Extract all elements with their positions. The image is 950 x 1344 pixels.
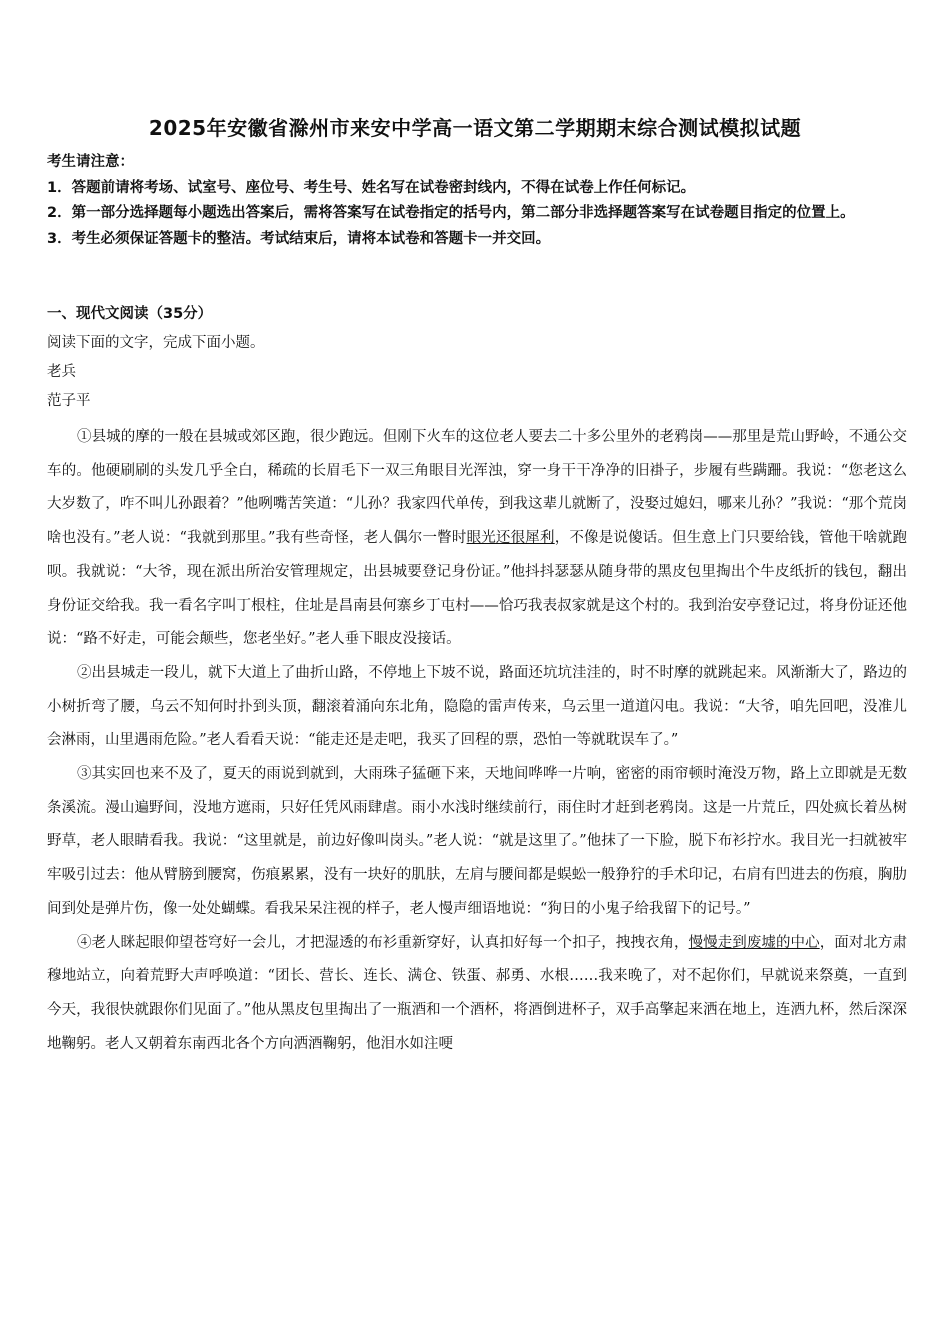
paragraph-1-text-a: ①县城的摩的一般在县城或郊区跑，很少跑远。但刚下火车的这位老人要去二十多公里外的老鸦岗——那里是荒山野岭，不通公交车的。他硬刷刷的头发几乎全白，稀疏的长眉毛下一双三角眼目光浑浊，穿一身干干净净的旧褂子，步履有些蹒跚。我说：“您老这么大岁数了，咋不叫儿孙跟着？”他咧嘴苦笑道：“儿孙？我家四代单传，到我这辈儿就断了，没娶过媳妇，哪来儿孙？”我说：“那个荒岗啥也没有。”老人说：“我就到那里。”我有些奇怪，老人偶尔一瞥时 (47, 429, 907, 547)
article-body (47, 421, 907, 1061)
paragraph-4 (47, 927, 907, 1062)
paragraph-3: ③其实回也来不及了，夏天的雨说到就到，大雨珠子猛砸下来，天地间哗哗一片响，密密的雨帘顿时淹没万物，路上立即就是无数条溪流。漫山遍野间，没地方遮雨，只好任凭风雨肆虐。雨小水浅时继续前行，雨住时才赶到老鸦岗。这是一片荒丘，四处疯长着丛树野草，老人眼睛看我。我说：“这里就是，前边好像叫岗头。”老人说：“就是这里了。”他抹了一下脸，脱下布衫拧水。我目光一扫就被牢牢吸引过去：他从臂膀到腰窝，伤痕累累，没有一块好的肌肤，左肩与腰间都是蜈蚣一般狰狞的手术印记，右肩有凹进去的伤痕，胸肋间到处是弹片伤，像一处处蝴蝶。看我呆呆注视的样子，老人慢声细语地说：“狗日的小鬼子给我留下的记号。” (47, 766, 907, 917)
exam-title: 2025年安徽省滁州市来安中学高一语文第二学期期末综合测试模拟试题 (148, 116, 802, 140)
paragraph-1 (47, 421, 907, 657)
reading-section (47, 300, 907, 416)
paragraph-2: ②出县城走一段儿，就下大道上了曲折山路，不停地上下坡不说，路面还坑坑洼洼的，时不时摩的就跳起来。风渐渐大了，路边的小树折弯了腰，乌云不知何时扑到头顶，翻滚着涌向东北角，隐隐的雷声传来，乌云里一道道闪电。我说：“大爷，咱先回吧，没准儿会淋雨，山里遇雨危险。”老人看看天说：“能走还是走吧，我买了回程的票，恐怕一等就耽误车了。” (47, 664, 907, 749)
notice-item-2: 2．第一部分选择题每小题选出答案后，需将答案写在试卷指定的括号内，第二部分非选择题答案写在试卷题目指定的位置上。 (47, 205, 855, 221)
notice-item-1: 1．答题前请将考场、试室号、座位号、考生号、姓名写在试卷密封线内，不得在试卷上作任何标记。 (47, 179, 696, 196)
story-author: 范子平 (47, 393, 91, 409)
paragraph-4-text-b: ，面对北方肃穆地站立，向着荒野大声呼唤道：“团长、营长、连长、满仓、铁蛋、郝勇、水根……我来晚了，对不起你们，早就说来祭奠，一直到今天，我很快就跟你们见面了。”他从黑皮包里掏出了一瓶酒和一个酒杯，将酒倒进杯子，双手高擎起来洒在地上，连洒九杯，然后深深地鞠躬。老人又朝着东南西北各个方向洒酒鞠躬，他泪水如注哽 (47, 934, 907, 1052)
underlined-phrase-1: 眼光还很犀利 (466, 530, 555, 547)
notice-item-3: 3．考生必须保证答题卡的整洁。考试结束后，请将本试卷和答题卡一并交回。 (47, 230, 551, 247)
section-heading: 一、现代文阅读（35分） (47, 306, 213, 322)
paragraph-4-text-a: ④老人眯起眼仰望苍穹好一会儿，才把湿透的布衫重新穿好，认真扣好每一个扣子，拽拽衣角， (77, 934, 689, 951)
paragraph-1-text-b: ，不像是说傻话。但生意上门只要给钱，管他干啥就跑呗。我就说：“大爷，现在派出所治安管理规定，出县城要登记身份证。”他抖抖瑟瑟从随身带的黑皮包里掏出个牛皮纸折的钱包，翻出身份证交给我。我一看名字叫丁根柱，住址是昌南县何寨乡丁屯村——恰巧我表叔家就是这个村的。我到治安亭登记过，将身份证还他说：“路不好走，可能会颠些，您老坐好。”老人垂下眼皮没接话。 (47, 530, 907, 648)
section-instruction: 阅读下面的文字，完成下面小题。 (47, 335, 265, 351)
story-title: 老兵 (47, 364, 76, 380)
notice-heading: 考生请注意： (47, 154, 134, 170)
underlined-phrase-2: 慢慢走到废墟的中心 (688, 934, 820, 951)
candidate-notice (47, 150, 907, 252)
